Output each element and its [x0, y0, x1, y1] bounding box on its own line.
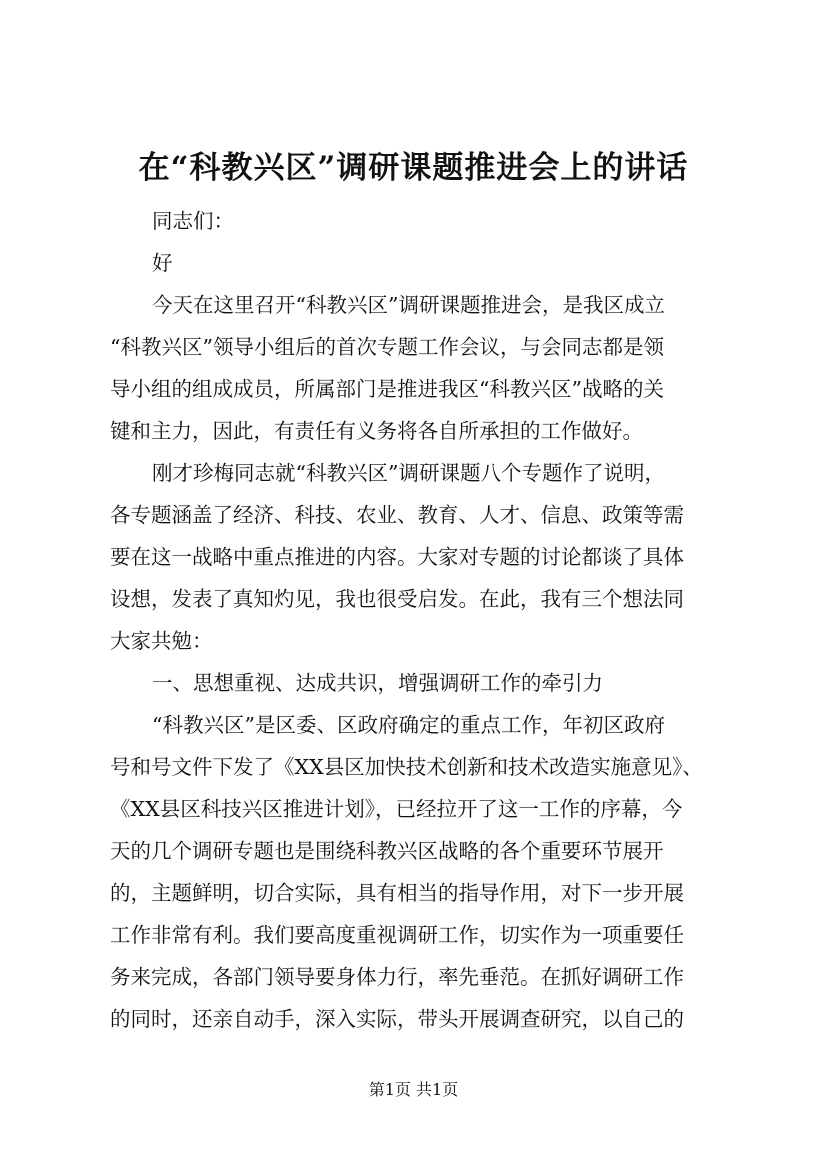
text-line: “科教兴区”是区委、区政府确定的重点工作，年初区政府 [152, 713, 665, 737]
text-line: 各专题涵盖了经济、科技、农业、教育、人才、信息、政策等需 [110, 503, 684, 527]
text-line: 天的几个调研专题也是围绕科教兴区战略的各个重要环节展开 [110, 839, 664, 863]
page-footer: 第1页 共1页 [368, 1080, 459, 1099]
text-line: 好 [152, 251, 173, 275]
text-line: 《XX县区科技兴区推进计划》，已经拉开了这一工作的序幕，今 [110, 797, 683, 821]
document-body [110, 200, 750, 1040]
text-line: 务来完成，各部门领导要身体力行，率先垂范。在抓好调研工作 [110, 965, 684, 989]
text-line: 键和主力，因此，有责任有义务将各自所承担的工作做好。 [110, 419, 643, 443]
text-line: 一、思想重视、达成共识，增强调研工作的牵引力 [152, 671, 603, 695]
text-line: 导小组的组成成员，所属部门是推进我区“科教兴区”战略的关 [110, 377, 664, 401]
text-line: “科教兴区”领导小组后的首次专题工作会议，与会同志都是领 [110, 335, 664, 359]
text-line: 刚才珍梅同志就“科教兴区”调研课题八个专题作了说明， [152, 461, 665, 485]
text-line: 要在这一战略中重点推进的内容。大家对专题的讨论都谈了具体 [110, 545, 684, 569]
text-line: 工作非常有利。我们要高度重视调研工作，切实作为一项重要任 [110, 923, 684, 947]
text-line: 设想，发表了真知灼见，我也很受启发。在此，我有三个想法同 [110, 587, 684, 611]
document-title: 在“科教兴区”调研课题推进会上的讲话 [138, 150, 689, 186]
text-line: 今天在这里召开“科教兴区”调研课题推进会，是我区成立 [152, 293, 665, 317]
text-line: 的，主题鲜明，切合实际，具有相当的指导作用，对下一步开展 [110, 881, 684, 905]
text-line: 的同时，还亲自动手，深入实际，带头开展调查研究，以自己的 [110, 1007, 684, 1031]
text-line: 大家共勉： [110, 629, 213, 653]
text-line: 同志们： [152, 209, 234, 233]
text-line: 号和号文件下发了《XX县区加快技术创新和技术改造实施意见》、 [110, 755, 703, 779]
